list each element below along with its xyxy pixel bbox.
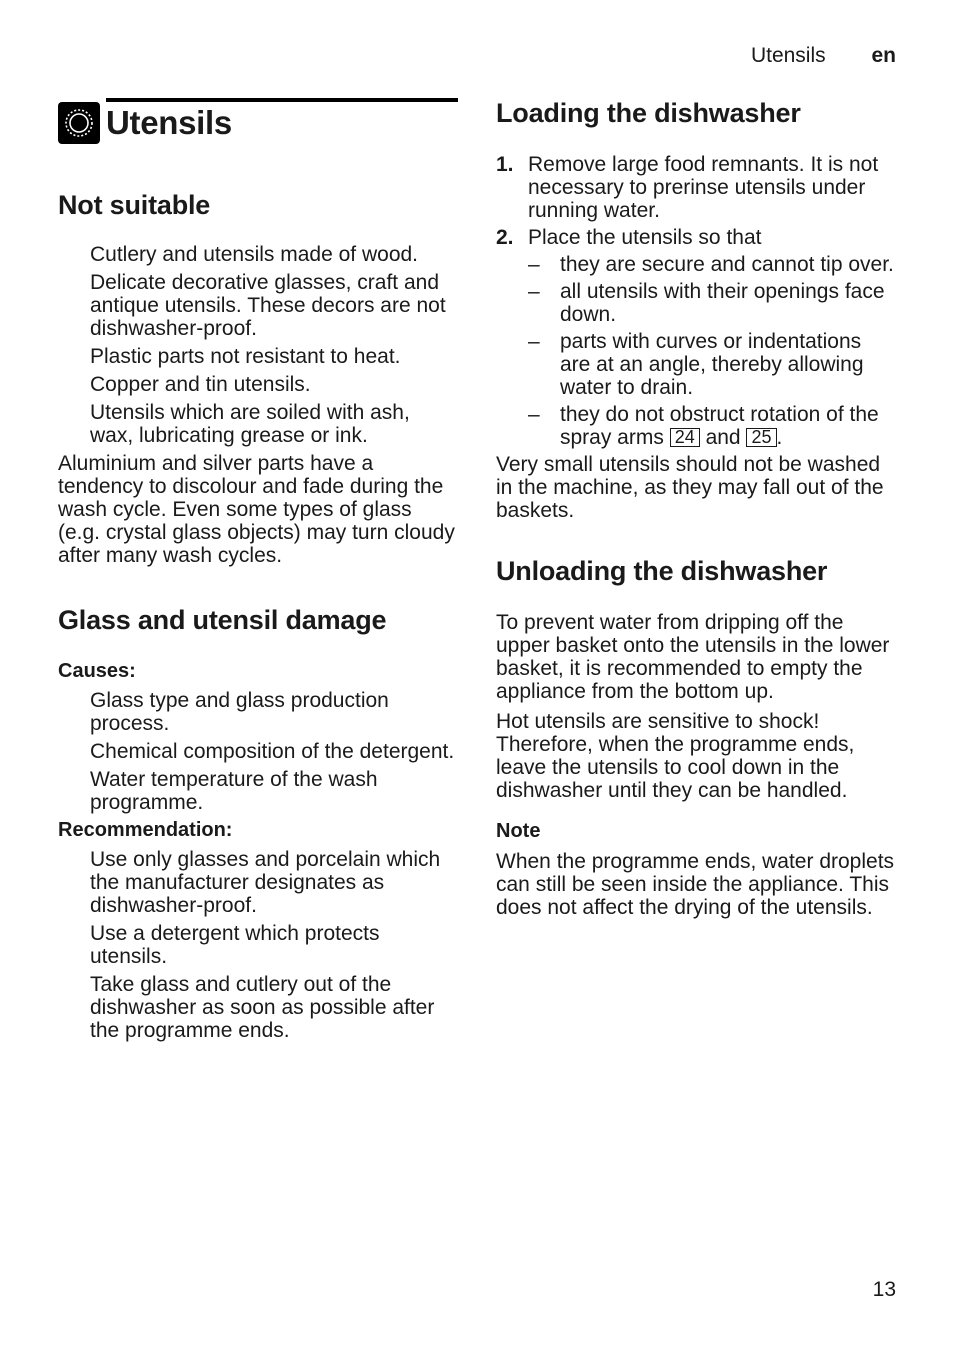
list-item-text: they do not obstruct rotation of the spray arms [560,403,879,449]
step-number: 1. [496,153,514,176]
list-item: Plastic parts not resistant to heat. [90,345,401,368]
spray-arm-reference: 25 [746,428,776,447]
list-item: Chemical composition of the detergent. [90,740,455,763]
conjunction-text: and [705,426,741,449]
period-text: . [776,426,783,449]
list-item [528,330,896,399]
left-column [58,98,458,1047]
recommendation-list [58,848,458,1042]
list-item [528,253,896,276]
hot-utensils-paragraph: Hot utensils are sensitive to shock! Therefore, when the programme ends, leave the utensils to cool down in the dishwasher until they can be handled. [496,710,855,802]
loading-heading: Loading the dishwasher [496,98,801,128]
causes-label: Causes: [58,660,136,682]
causes-list [58,689,458,814]
running-header-section: Utensils [750,44,826,67]
list-item-text: they are secure and cannot tip over. [560,253,894,276]
right-column [496,98,896,919]
list-item-text: all utensils with their openings face down. [560,280,885,326]
dash-marker: – [528,403,540,426]
step-text: Place the utensils so that [528,226,762,249]
aluminium-paragraph: Aluminium and silver parts have a tendency to discolour and fade during the wash cycle. Even some types of glass (e.g. crystal glass objects) may turn cloudy after many wash cycles. [58,452,455,567]
list-item [528,280,896,326]
dishwasher-utensils-icon [58,102,100,144]
list-item: Utensils which are soiled with ash, wax, lubricating grease or ink. [90,401,410,447]
step-item [496,153,896,222]
list-item [528,403,896,449]
loading-steps [496,153,896,449]
list-item-text: parts with curves or indentations are at an angle, thereby allowing water to drain. [560,330,864,399]
list-item: Delicate decorative glasses, craft and antique utensils. These decors are not dishwasher-proof. [90,271,446,340]
list-item: Use only glasses and porcelain which the manufacturer designates as dishwasher-proof. [90,848,441,917]
placement-list [528,253,896,449]
list-item: Water temperature of the wash programme. [90,768,378,814]
list-item: Glass type and glass production process. [90,689,389,735]
dash-marker: – [528,330,540,353]
unloading-paragraph: To prevent water from dripping off the upper basket onto the utensils in the lower basket, it is recommended to empty the appliance from the bottom up. [496,611,890,703]
dash-marker: – [528,280,540,303]
recommendation-label: Recommendation: [58,819,233,841]
not-suitable-heading: Not suitable [58,190,211,220]
glass-damage-heading: Glass and utensil damage [58,605,387,635]
step-item [496,226,896,449]
chapter-heading [106,98,458,154]
spray-arm-reference: 24 [670,428,700,447]
step-text: Remove large food remnants. It is not necessary to prerinse utensils under running water. [528,153,879,222]
note-text: When the programme ends, water droplets can still be seen inside the appliance. This does not affect the drying of the utensils. [496,850,895,919]
list-item: Cutlery and utensils made of wood. [90,243,419,266]
dash-marker: – [528,253,540,276]
not-suitable-list [58,243,458,447]
language-code: en [871,44,896,67]
note-label: Note [496,820,541,842]
small-utensils-paragraph: Very small utensils should not be washed in the machine, as they may fall out of the baskets. [496,453,884,522]
list-item: Use a detergent which protects utensils. [90,922,380,968]
list-item: Copper and tin utensils. [90,373,311,396]
step-number: 2. [496,226,514,249]
page-header [751,44,896,68]
page-number: 13 [872,1278,896,1301]
list-item: Take glass and cutlery out of the dishwasher as soon as possible after the programme ends. [90,973,435,1042]
unloading-heading: Unloading the dishwasher [496,556,828,586]
chapter-title: Utensils [106,104,232,141]
